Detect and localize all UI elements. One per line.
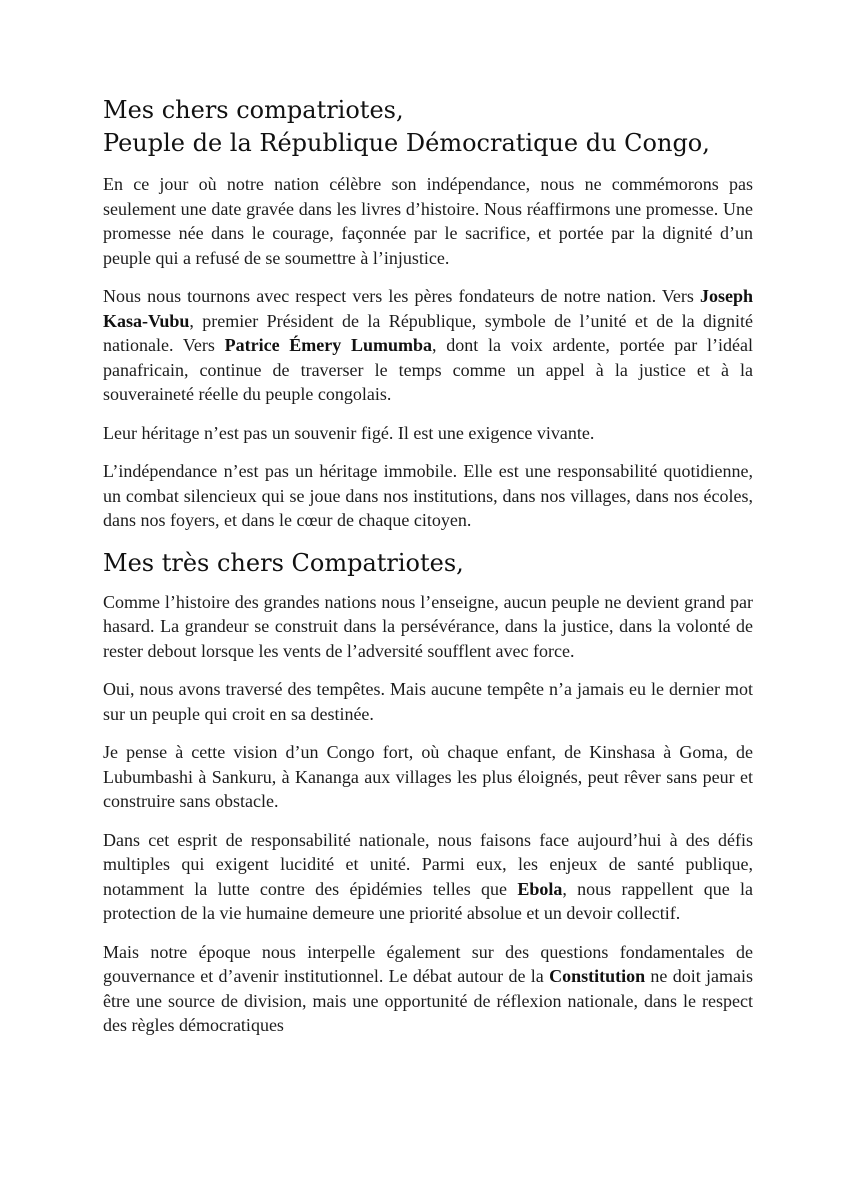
- paragraph-storms: Oui, nous avons traversé des tempêtes. Mais aucune tempête n’a jamais eu le dernier mot sur un peuple qui croit en sa destinée.: [103, 679, 753, 724]
- paragraph-great-nations: Comme l’histoire des grandes nations nous l’enseigne, aucun peuple ne devient grand par hasard. La grandeur se construit dans la persévérance, dans la justice, dans la volonté de rester debout lorsque les vents de l’adversité soufflent avec force.: [103, 591, 753, 661]
- paragraph-challenges: [103, 828, 753, 926]
- paragraph-vision: Je pense à cette vision d’un Congo fort, où chaque enfant, de Kinshasa à Goma, de Lubumbashi à Sankuru, à Kananga aux villages les plus éloignés, peut rêver sans peur et construire sans obstacle.: [103, 742, 753, 811]
- paragraph-heritage: Leur héritage n’est pas un souvenir figé. Il est une exigence vivante.: [103, 422, 595, 443]
- founder-name-lumumba: Patrice Émery Lumumba: [224, 335, 433, 355]
- paragraph-independence: En ce jour où notre nation célèbre son indépendance, nous ne commémorons pas seulement une date gravée dans les livres d’histoire. Nous réaffirmons une promesse. Une promesse née dans le courage, façonnée par le sacrifice, et portée par la dignité d’un peuple qui a refusé de se soumettre à l’injustice.: [103, 174, 753, 268]
- founders-text-2: , premier Président de la République, symbole de l’unité et de la dignité nationale. Vers: [103, 310, 753, 355]
- section-heading: Mes très chers Compatriotes,: [103, 548, 464, 577]
- greeting-line-1: Mes chers compatriotes,: [103, 96, 404, 124]
- paragraph-founders: [103, 284, 753, 407]
- governance-text-1: Mais notre époque nous interpelle également sur des questions fondamentales de gouvernance et d’avenir institutionnel. Le débat autour de la: [103, 941, 753, 986]
- greeting-line-2: Peuple de la République Démocratique du Congo,: [103, 129, 710, 157]
- governance-text-2: ne doit jamais être une source de division, mais une opportunité de réflexion nationale, dans le respect des règles démocratiques: [103, 966, 753, 1035]
- keyword-constitution: Constitution: [549, 966, 646, 986]
- challenges-text-2: , nous rappellent que la protection de la vie humaine demeure une priorité absolue et un devoir collectif.: [103, 878, 754, 923]
- founder-name-kasa-vubu: Joseph Kasa-Vubu: [103, 286, 753, 331]
- greeting-heading: [103, 94, 753, 160]
- paragraph-governance: [103, 940, 753, 1038]
- founders-text-3: , dont la voix ardente, portée par l’idéal panafricain, continue de traverser le temps comme un appel à la justice et à la souveraineté réelle du peuple congolais.: [103, 335, 753, 404]
- paragraph-responsibility: L’indépendance n’est pas un héritage immobile. Elle est une responsabilité quotidienne, un combat silencieux qui se joue dans nos institutions, dans nos villages, dans nos écoles, dans nos foyers, et dans le cœur de chaque citoyen.: [103, 461, 753, 530]
- document-page: [103, 94, 753, 1052]
- founders-text-1: Nous nous tournons avec respect vers les pères fondateurs de notre nation. Vers: [103, 286, 700, 306]
- challenges-text-1: Dans cet esprit de responsabilité nationale, nous faisons face aujourd’hui à des défis multiples qui exigent lucidité et unité. Parmi eux, les enjeux de santé publique, notamment la lutte contre des épidémies telles que: [103, 829, 753, 899]
- keyword-ebola: Ebola: [517, 878, 563, 899]
